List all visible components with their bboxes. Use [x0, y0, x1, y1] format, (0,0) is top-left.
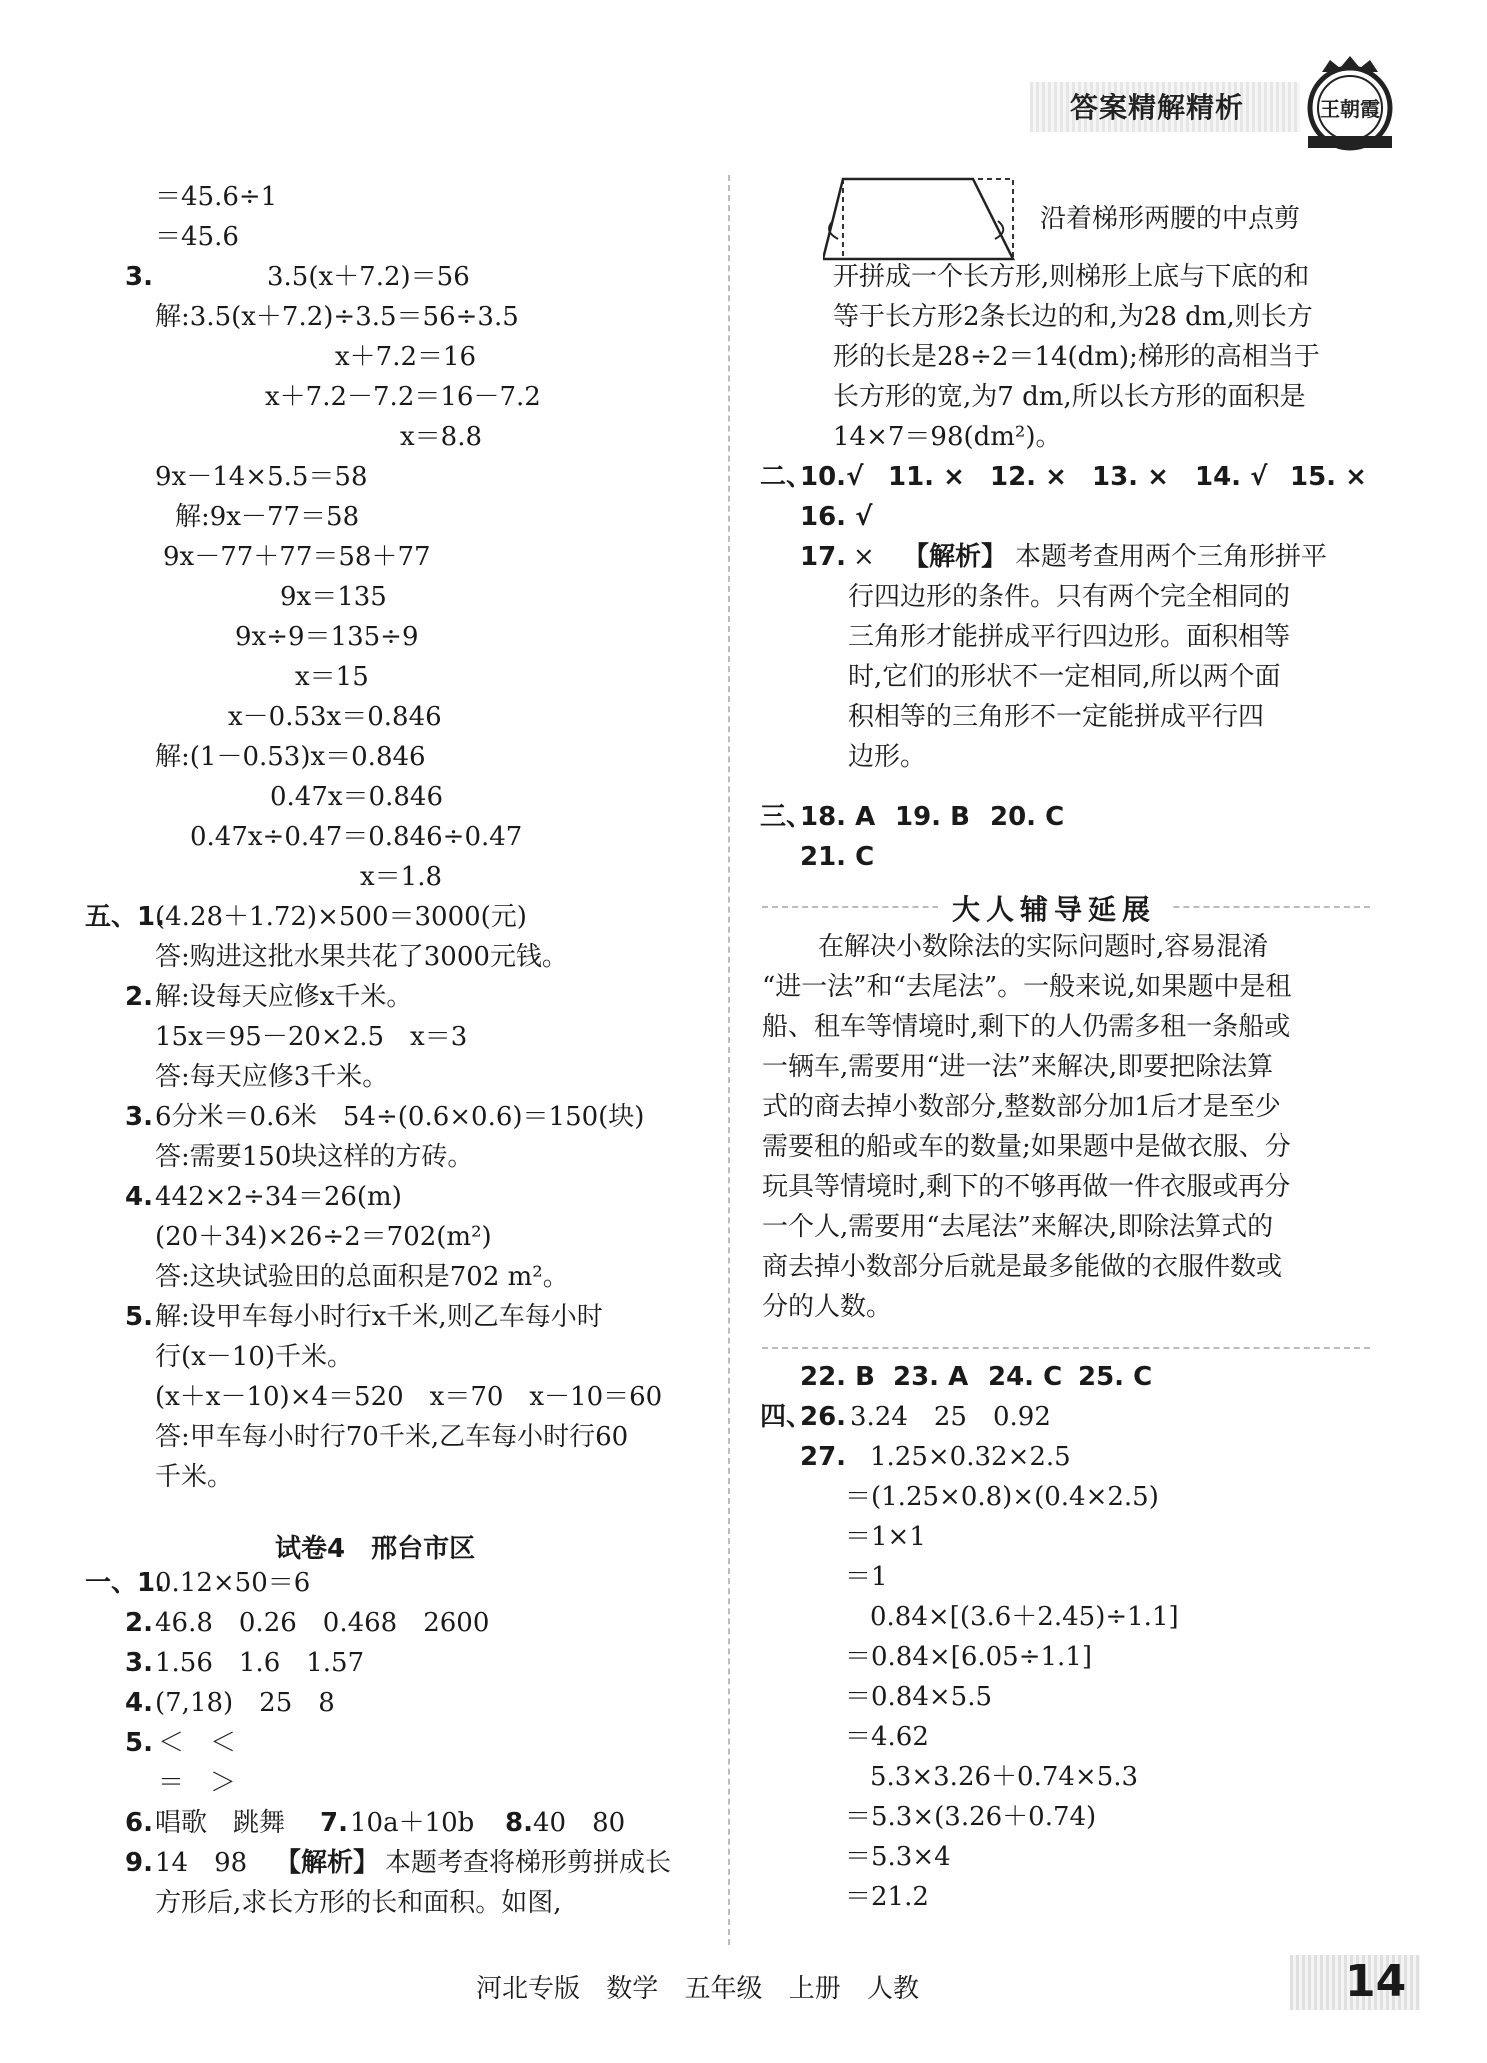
line: 14×7＝98(dm²)。: [833, 422, 1062, 452]
line: (7,18) 25 8: [155, 1688, 335, 1718]
question-number: 5.: [125, 1728, 153, 1758]
line: 长方形的宽,为7 dm,所以长方形的面积是: [833, 382, 1306, 412]
line: ＝0.84×[6.05÷1.1]: [845, 1642, 1092, 1672]
line: 解:(1－0.53)x＝0.846: [155, 742, 426, 772]
line: x＝8.8: [400, 422, 483, 452]
extension-bottom-rule: [762, 1347, 1370, 1349]
question-number: 8.: [505, 1808, 533, 1838]
line: 千米。: [155, 1462, 234, 1492]
line: 船、租车等情境时,剩下的人仍需多租一条船或: [762, 1012, 1291, 1042]
answer-item: 10.√: [800, 462, 864, 492]
question-number: 27.: [800, 1442, 847, 1472]
question-number: 2.: [125, 1608, 153, 1638]
line: ＝0.84×5.5: [845, 1682, 993, 1712]
line: 边形。: [848, 742, 927, 772]
section-number: 一、1.: [85, 1568, 165, 1598]
question-number: 26.: [800, 1402, 847, 1432]
question-number: 9.: [125, 1848, 153, 1878]
line: 时,它们的形状不一定相同,所以两个面: [848, 662, 1281, 692]
line: 式的商去掉小数部分,整数部分加1后才是至少: [762, 1092, 1281, 1122]
section-number: 二、: [760, 462, 813, 492]
question-number: 2.: [125, 982, 153, 1012]
line: 0.84×[(3.6＋2.45)÷1.1]: [870, 1602, 1179, 1632]
line: 答:每天应修3千米。: [155, 1062, 389, 1092]
section-number: 三、: [760, 802, 813, 832]
line: ＝45.6: [155, 222, 239, 252]
trapezoid-diagram: [823, 176, 1033, 264]
question-number: 3.: [125, 1102, 153, 1132]
line: 一个人,需要用“去尾法”来解决,即除法算式的: [762, 1212, 1274, 1242]
answer-item: 20. C: [990, 802, 1065, 832]
answer-item: 15. ×: [1290, 462, 1367, 492]
question-number: 7.: [320, 1808, 348, 1838]
line: 一辆车,需要用“进一法”来解决,即要把除法算: [762, 1052, 1274, 1082]
section-number: 四、: [760, 1402, 813, 1432]
line: ＝5.3×4: [845, 1842, 951, 1872]
analysis-tag: 【解析】: [903, 542, 1008, 572]
question-number: 17.: [800, 542, 847, 572]
line: 方形后,求长方形的长和面积。如图,: [155, 1888, 562, 1918]
section-number: 五、1.: [85, 902, 165, 932]
line: 需要租的船或车的数量;如果题中是做衣服、分: [762, 1132, 1291, 1162]
line: 3.5(x＋7.2)＝56: [267, 262, 470, 292]
line: x＝15: [295, 662, 369, 692]
answer-item: 14. √: [1195, 462, 1268, 492]
line: 答:这块试验田的总面积是702 m²。: [155, 1262, 569, 1292]
line: 0.12×50＝6: [155, 1568, 311, 1598]
line: 442×2÷34＝26(m): [155, 1182, 402, 1212]
line: 解:设甲车每小时行x千米,则乙车每小时: [155, 1302, 603, 1332]
line: 解:设每天应修x千米。: [155, 982, 413, 1012]
question-number: 4.: [125, 1688, 153, 1718]
page-number: 14: [1345, 1956, 1407, 2007]
line: 答:购进这批水果共花了3000元钱。: [155, 942, 568, 972]
brand-seal-logo: [1300, 50, 1400, 160]
line: 商去掉小数部分后就是最多能做的衣服件数或: [762, 1252, 1283, 1282]
answer-item: 25. C: [1078, 1362, 1153, 1392]
line: 开拼成一个长方形,则梯形上底与下底的和: [833, 262, 1310, 292]
line: (20＋34)×26÷2＝702(m²): [155, 1222, 492, 1252]
line: 15x＝95－20×2.5 x＝3: [155, 1022, 468, 1052]
test-title: 试卷4 邢台市区: [275, 1534, 476, 1564]
line: 0.47x÷0.47＝0.846÷0.47: [190, 822, 523, 852]
line: 14 98: [155, 1848, 248, 1878]
line: ＜ ＜: [158, 1728, 237, 1758]
line: 三角形才能拼成平行四边形。面积相等: [848, 622, 1291, 652]
answer-item: 21. C: [800, 842, 875, 872]
line: 本题考查用两个三角形拼平: [1015, 542, 1328, 572]
line: 9x÷9＝135÷9: [235, 622, 419, 652]
line: (4.28＋1.72)×500＝3000(元): [155, 902, 527, 932]
analysis-tag: 【解析】: [275, 1848, 380, 1878]
answer-item: 24. C: [988, 1362, 1063, 1392]
answer-item: 11. ×: [888, 462, 965, 492]
line: x＝1.8: [360, 862, 443, 892]
answer-mark: ×: [853, 542, 875, 572]
line: ＝45.6÷1: [155, 182, 278, 212]
line: 在解决小数除法的实际问题时,容易混淆: [818, 932, 1269, 962]
line: ＝21.2: [845, 1882, 929, 1912]
line: 分的人数。: [762, 1292, 893, 1322]
column-divider: [728, 175, 730, 1945]
line: 0.47x＝0.846: [270, 782, 443, 812]
line: “进一法”和“去尾法”。一般来说,如果题中是租: [762, 972, 1292, 1002]
line: ＝ ＞: [158, 1768, 237, 1798]
line: 9x－77＋77＝58＋77: [163, 542, 431, 572]
answer-item: 12. ×: [990, 462, 1067, 492]
line: ＝1: [845, 1562, 888, 1592]
line: 等于长方形2条长边的和,为28 dm,则长方: [833, 302, 1313, 332]
answer-item: 16. √: [800, 502, 873, 532]
line: 答:甲车每小时行70千米,乙车每小时行60: [155, 1422, 629, 1452]
line: 积相等的三角形不一定能拼成平行四: [848, 702, 1265, 732]
line: x＋7.2－7.2＝16－7.2: [265, 382, 541, 412]
line: ＝1×1: [845, 1522, 926, 1552]
answer-item: 22. B: [800, 1362, 875, 1392]
line: 10a＋10b: [350, 1808, 475, 1838]
seal-text: 王朝霞: [1320, 97, 1380, 121]
line: 9x＝135: [280, 582, 387, 612]
question-number: 5.: [125, 1302, 153, 1332]
line: 5.3×3.26＋0.74×5.3: [870, 1762, 1139, 1792]
question-number: 4.: [125, 1182, 153, 1212]
line: (x＋x－10)×4＝520 x＝70 x－10＝60: [155, 1382, 663, 1412]
line: x－0.53x＝0.846: [228, 702, 442, 732]
question-number: 3.: [125, 262, 153, 292]
line: 答:需要150块这样的方砖。: [155, 1142, 474, 1172]
line: 行四边形的条件。只有两个完全相同的: [848, 582, 1291, 612]
answer-item: 18. A: [800, 802, 876, 832]
line: x＋7.2＝16: [335, 342, 477, 372]
answer-item: 23. A: [893, 1362, 969, 1392]
line: 46.8 0.26 0.468 2600: [155, 1608, 490, 1638]
line: 1.25×0.32×2.5: [870, 1442, 1071, 1472]
line: 解:3.5(x＋7.2)÷3.5＝56÷3.5: [155, 302, 519, 332]
line: 40 80: [533, 1808, 626, 1838]
question-number: 3.: [125, 1648, 153, 1678]
line: 本题考查将梯形剪拼成长: [385, 1848, 672, 1878]
line: 玩具等情境时,剩下的不够再做一件衣服或再分: [762, 1172, 1291, 1202]
line: 形的长是28÷2＝14(dm);梯形的高相当于: [833, 342, 1320, 372]
line: 9x－14×5.5＝58: [155, 462, 368, 492]
line: 1.56 1.6 1.57: [155, 1648, 365, 1678]
line: ＝5.3×(3.26＋0.74): [845, 1802, 1097, 1832]
line: 行(x－10)千米。: [155, 1342, 354, 1372]
line: 6分米＝0.6米 54÷(0.6×0.6)＝150(块): [155, 1102, 645, 1132]
extension-title: 大人辅导延展: [938, 888, 1170, 928]
line: ＝4.62: [845, 1722, 929, 1752]
line: 3.24 25 0.92: [850, 1402, 1051, 1432]
question-number: 6.: [125, 1808, 153, 1838]
header-title: 答案精解精析: [1070, 91, 1245, 124]
line: 解:9x－77＝58: [175, 502, 360, 532]
line: 唱歌 跳舞: [155, 1808, 286, 1838]
line: 沿着梯形两腰的中点剪: [1040, 204, 1301, 234]
answer-item: 13. ×: [1092, 462, 1169, 492]
line: ＝(1.25×0.8)×(0.4×2.5): [845, 1482, 1159, 1512]
answer-item: 19. B: [895, 802, 970, 832]
footer-text: 河北专版 数学 五年级 上册 人教: [476, 1974, 920, 2004]
